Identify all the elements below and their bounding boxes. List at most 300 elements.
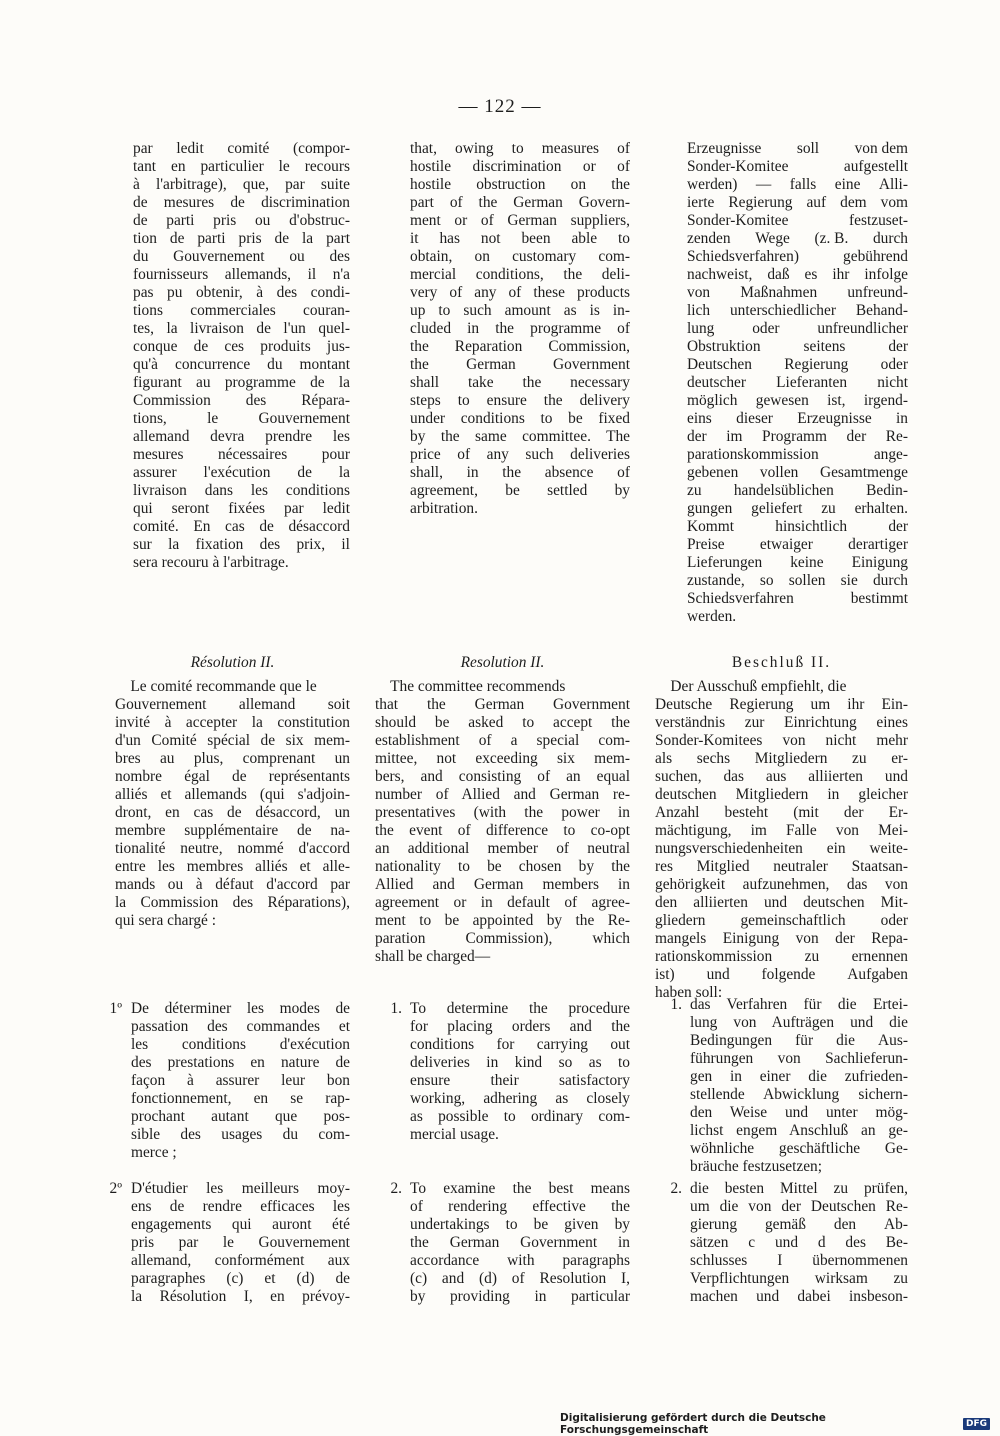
text-line: [131, 1072, 350, 1090]
text-line: that, owing to measures of: [410, 140, 630, 157]
word: gemäß: [764, 1216, 806, 1233]
word: Commission),: [465, 930, 553, 947]
word: gliedern: [655, 912, 706, 929]
dfg-logo: DFG: [963, 1418, 990, 1430]
text-line: [410, 356, 630, 374]
text-line: führungen von Sachlieferun-: [690, 1050, 908, 1067]
word: Ab-: [884, 1216, 908, 1233]
german-resolution-heading: Beschluß II.: [731, 654, 832, 671]
text-line: [687, 176, 908, 194]
text-line: de mesures de discrimination: [133, 194, 350, 211]
word: handelsüblichen: [733, 482, 834, 499]
german-item-2-text: [690, 1180, 908, 1306]
word: à: [187, 1072, 194, 1089]
text-line: de parti pris ou d'obstruc-: [133, 212, 350, 229]
word: of: [410, 1198, 423, 1215]
text-line: an additional member of neutral: [375, 840, 630, 857]
text-line: den alliierten und deutschen Mit-: [655, 894, 908, 911]
word: er-: [891, 750, 908, 767]
text-line: [133, 464, 350, 482]
text-line: lichst engem Anschluß an ge-: [690, 1122, 908, 1139]
text-line: [655, 948, 908, 966]
text-line: qui sera chargé :: [115, 912, 216, 929]
text-line: machen und dabei insbeson-: [690, 1288, 908, 1305]
word: lung: [687, 320, 715, 337]
text-line: [687, 356, 908, 374]
word: la: [168, 536, 180, 553]
text-line: [687, 320, 908, 338]
word: par: [133, 140, 153, 157]
text-line: verständnis zur Einrichtung eines: [655, 714, 908, 731]
text-line: Lieferungen keine Einigung: [687, 554, 908, 571]
word: Anzahl: [655, 804, 700, 821]
text-line: undertakings to be given by: [410, 1216, 630, 1233]
text-line: wöhnliche geschäftliche Ge-: [690, 1140, 908, 1157]
word: oder: [880, 356, 908, 373]
text-line: zustande, so sollen sie durch: [687, 572, 908, 589]
text-line: [410, 230, 630, 248]
word: prochant: [131, 1108, 185, 1125]
text-line: pas pu obtenir, à des condi-: [133, 284, 350, 301]
text-line: das Verfahren für die Ertei-: [690, 996, 908, 1013]
word: par: [178, 1234, 199, 1251]
text-line: lung von Aufträgen und die: [690, 1014, 908, 1031]
word: Deutschen: [687, 356, 752, 373]
text-line: gen in einer die zufrieden-: [690, 1068, 908, 1085]
word: Sonder-Komitee: [687, 212, 789, 229]
word: den: [833, 1216, 857, 1233]
french-resolution-text: [115, 678, 350, 930]
word: by: [410, 1288, 426, 1305]
word: du: [282, 1126, 299, 1143]
word: ou: [289, 248, 305, 265]
word: leur: [281, 1072, 306, 1089]
text-line: [410, 1198, 630, 1216]
word: take: [467, 374, 494, 391]
text-line: [375, 930, 630, 948]
word: paragraphes: [131, 1270, 206, 1287]
word: autant: [211, 1108, 249, 1125]
word: zu: [687, 482, 702, 499]
german-item-2-number: 2.: [670, 1180, 682, 1197]
text-line: steps to ensure the delivery: [410, 392, 630, 409]
word: Sonder-Komitee: [687, 158, 789, 175]
word: tions,: [133, 410, 167, 427]
word: (mit: [793, 804, 819, 821]
text-line: [133, 536, 350, 554]
text-line: gehörigkeit aufzunehmen, das von: [655, 876, 908, 893]
word: usages: [221, 1126, 263, 1143]
page-number: — 122 —: [458, 96, 542, 117]
digitization-footer: [560, 1412, 990, 1436]
text-line: [115, 750, 350, 768]
text-line: the Reparation Commission,: [410, 338, 630, 355]
text-line: hostile obstruction on the: [410, 176, 630, 193]
text-line: [131, 1270, 350, 1288]
word: unfreund-: [847, 284, 908, 301]
word: German: [466, 356, 516, 373]
word: (d): [296, 1270, 315, 1287]
word: oder: [752, 320, 780, 337]
text-line: bers, and consisting of an equal: [375, 768, 630, 785]
word: Schiedsverfahren: [687, 590, 794, 607]
word: assurer: [133, 464, 177, 481]
word: von: [687, 284, 711, 301]
word: agreement,: [410, 482, 478, 499]
word: que: [274, 1108, 298, 1125]
word: comprenant: [242, 750, 316, 767]
word: rationskommission: [655, 948, 773, 965]
text-line: alliés et allemands (qui s'adjoin-: [115, 786, 350, 803]
text-line: entre les membres alliés et alle-: [115, 858, 350, 875]
word: Wege: [755, 230, 790, 247]
word: gierung: [690, 1216, 738, 1233]
word: von dem: [854, 140, 908, 157]
word: unfreundlicher: [817, 320, 908, 337]
text-line: To examine the best means: [410, 1180, 630, 1197]
word: eine: [834, 176, 861, 193]
text-line: [655, 912, 908, 930]
word: Gouvernement: [258, 1234, 350, 1251]
word: zu: [852, 750, 867, 767]
text-line: dront, en cas de désaccord, un: [115, 804, 350, 821]
word: als: [655, 750, 673, 767]
word: Maßnahmen: [740, 284, 818, 301]
word: necessary: [570, 374, 630, 391]
text-line: establishment of a special com-: [375, 732, 630, 749]
word: which: [592, 930, 630, 947]
text-line: nombre égal de représentants: [115, 768, 350, 785]
word: absence: [544, 464, 594, 481]
text-line: nationality to be chosen by the: [375, 858, 630, 875]
word: Bedingungen: [690, 1032, 773, 1049]
word: ledit: [322, 500, 350, 517]
word: fixation: [195, 536, 244, 553]
text-line: up to such amount as is in-: [410, 302, 630, 319]
text-line: D'étudier les meilleurs moy-: [131, 1180, 350, 1197]
text-line: gebenen vollen Gesamtmenge: [687, 464, 908, 481]
text-line: sätzen c und d des Be-: [690, 1234, 908, 1251]
word: bon: [326, 1072, 350, 1089]
word: been: [521, 230, 551, 247]
word: (c): [226, 1270, 244, 1287]
text-line: nachweist, daß es ihr infolge: [687, 266, 908, 283]
word: I: [777, 1252, 783, 1269]
text-line: haben soll:: [655, 984, 723, 1001]
word: Er-: [888, 804, 908, 821]
text-line: den Weise und unter mög-: [690, 1104, 908, 1121]
word: des: [329, 248, 350, 265]
text-line: qu'à concurrence du montant: [133, 356, 350, 373]
word: rendering: [448, 1198, 508, 1215]
text-line: sera recouru à l'arbitrage.: [133, 554, 289, 571]
text-line: ment or of German suppliers,: [410, 212, 630, 229]
word: Bedin-: [866, 482, 908, 499]
text-line: ierte Regierung auf dem vom: [687, 194, 908, 211]
word: satisfactory: [559, 1072, 630, 1089]
word: werden): [687, 176, 738, 193]
text-line: [687, 158, 908, 176]
german-resolution-text: [655, 678, 908, 1002]
word: ernennen: [851, 948, 908, 965]
text-line: agreement or in default of agree-: [375, 894, 630, 911]
text-line: der im Programm der Re-: [687, 428, 908, 445]
word: die: [836, 1032, 855, 1049]
text-line: [410, 464, 630, 482]
text-line: [687, 338, 908, 356]
text-line: should be asked to accept the: [375, 714, 630, 731]
word: shall: [410, 374, 440, 391]
word: les: [131, 1036, 149, 1053]
word: hinsichtlich: [775, 518, 848, 535]
text-line: [133, 140, 350, 158]
word: Gouvernement: [115, 696, 207, 713]
word: le: [207, 410, 219, 427]
word: Gouvernement: [173, 248, 265, 265]
word: pour: [321, 446, 350, 463]
word: de: [297, 464, 312, 481]
text-line: la Résolution I, en prévoy-: [131, 1288, 350, 1305]
english-resolution-text: [375, 678, 630, 966]
text-line: [690, 1032, 908, 1050]
word: providing: [449, 1288, 510, 1305]
text-line: die besten Mittel zu prüfen,: [690, 1180, 908, 1197]
word: com-: [318, 1126, 350, 1143]
word: der: [888, 518, 908, 535]
word: their: [490, 1072, 519, 1089]
word: schlusses: [690, 1252, 748, 1269]
text-line: engagements qui auront été: [131, 1216, 350, 1233]
text-line: lich unterschiedlicher Behand-: [687, 302, 908, 319]
text-line: arbitration.: [410, 500, 478, 517]
word: façon: [131, 1072, 166, 1089]
text-line: passation des commandes et: [131, 1018, 350, 1035]
text-line: under conditions to be fixed: [410, 410, 630, 427]
text-line: [655, 804, 908, 822]
word: de: [335, 1270, 350, 1287]
word: able: [571, 230, 598, 247]
word: gemeinschaftlich: [740, 912, 846, 929]
text-line: as possible to ordinary com-: [410, 1108, 630, 1125]
text-line: allemand, conformément aux: [131, 1252, 350, 1269]
word: the: [522, 374, 542, 391]
english-item-1-text: [410, 1000, 630, 1144]
text-line: [410, 1072, 630, 1090]
text-line: [687, 518, 908, 536]
text-line: obtain, on customary com-: [410, 248, 630, 265]
text-line: [115, 696, 350, 714]
word: Répara-: [301, 392, 350, 409]
word: des: [259, 536, 281, 553]
text-line: [410, 374, 630, 392]
word: Gouvernement: [258, 410, 350, 427]
word: it: [410, 230, 419, 247]
word: in: [534, 1288, 547, 1305]
english-continuation-text: [410, 140, 630, 518]
text-line: [131, 1126, 350, 1144]
word: und: [706, 966, 730, 983]
text-line: [133, 248, 350, 266]
text-line: deutschen Mitgliedern in gleicher: [655, 786, 908, 803]
word: effective: [532, 1198, 586, 1215]
text-line: presentatives (with the power in: [375, 804, 630, 821]
word: du: [133, 248, 149, 265]
text-line: by the same committee. The: [410, 428, 630, 445]
word: l'exécution: [203, 464, 271, 481]
text-line: conditions for carrying out: [410, 1036, 630, 1053]
text-line: mächtigung, im Falle von Mei-: [655, 822, 908, 839]
text-line: [687, 230, 908, 248]
word: ensure: [410, 1072, 451, 1089]
word: the: [502, 464, 522, 481]
word: pris: [131, 1234, 155, 1251]
text-line: tant en particulier le recours: [133, 158, 350, 175]
text-line: Allied and German members in: [375, 876, 630, 893]
word: falls: [789, 176, 817, 193]
text-line: mercial usage.: [410, 1126, 499, 1143]
word: qui: [133, 500, 153, 517]
word: shall,: [410, 464, 443, 481]
word: festzuset-: [849, 212, 908, 229]
text-line: [133, 392, 350, 410]
text-line: [687, 446, 908, 464]
text-line: number of Allied and German re-: [375, 786, 630, 803]
word: Aus-: [878, 1032, 908, 1049]
word: plus,: [193, 750, 224, 767]
text-line: [131, 1234, 350, 1252]
text-line: [690, 1216, 908, 1234]
text-line: gungen geliefert zu erhalten.: [687, 500, 908, 517]
text-line: The committee recommends: [375, 678, 566, 695]
french-resolution-heading: Résolution II.: [190, 654, 275, 671]
word: bres: [115, 750, 141, 767]
word: un: [334, 750, 350, 767]
text-line: invité à accepter la constitution: [115, 714, 350, 731]
word: the: [611, 1198, 630, 1215]
text-line: mangels Einigung von der Repa-: [655, 930, 908, 947]
word: des: [245, 392, 267, 409]
word: Regierung: [784, 356, 849, 373]
text-line: [687, 284, 908, 302]
word: ange-: [873, 446, 908, 463]
text-line: tionalité neutre, nommé d'accord: [115, 840, 350, 857]
text-line: mittee, not exceeding six mem-: [375, 750, 630, 767]
french-continuation-text: [133, 140, 350, 572]
english-item-2-number: 2.: [390, 1180, 402, 1197]
word: pos-: [323, 1108, 350, 1125]
text-line: De déterminer les modes de: [131, 1000, 350, 1017]
word: the: [410, 356, 429, 373]
text-line: Preise etwaiger derartiger: [687, 536, 908, 553]
text-line: Der Ausschuß empfiehlt, die: [655, 678, 847, 695]
text-line: fournisseurs allemands, il n'a: [133, 266, 350, 283]
word: soit: [327, 696, 350, 713]
text-line: membre supplémentaire de na-: [115, 822, 350, 839]
word: zenden: [687, 230, 731, 247]
text-line: To determine the procedure: [410, 1000, 630, 1017]
word: seitens: [803, 338, 846, 355]
word: sechs: [696, 750, 731, 767]
word: sible: [131, 1126, 161, 1143]
word: übernommenen: [812, 1252, 908, 1269]
text-line: merce ;: [131, 1144, 177, 1161]
word: parationskommission: [687, 446, 819, 463]
text-line: la Commission des Réparations),: [115, 894, 350, 911]
word: nécessaires: [217, 446, 288, 463]
word: et: [264, 1270, 276, 1287]
word: —: [755, 176, 772, 193]
word: Erzeugnisse: [687, 140, 762, 157]
word: la: [338, 464, 350, 481]
word: of: [617, 464, 630, 481]
text-line: Deutsche Regierung um ihr Ein-: [655, 696, 908, 713]
word: not: [480, 230, 501, 247]
text-line: deliveries in kind so as to: [410, 1054, 630, 1071]
word: für: [795, 1032, 814, 1049]
text-line: for placing orders and the: [410, 1018, 630, 1035]
word: sur: [133, 536, 152, 553]
word: Kommt: [687, 518, 735, 535]
text-line: livraison dans les conditions: [133, 482, 350, 499]
word: Alli-: [878, 176, 908, 193]
text-line: bräuche festzusetzen;: [690, 1158, 823, 1175]
word: bestimmt: [850, 590, 908, 607]
word: (z. B.: [814, 230, 849, 247]
text-line: [687, 212, 908, 230]
text-line: [410, 482, 630, 500]
word: by: [614, 482, 630, 499]
text-line: [133, 446, 350, 464]
text-line: very of any of these products: [410, 284, 630, 301]
text-line: [687, 140, 908, 158]
text-line: à l'arbitrage), que, par suite: [133, 176, 350, 193]
text-line: möglich gewesen ist, irgend-: [687, 392, 908, 409]
word: Commission: [133, 392, 211, 409]
text-line: allemand devra prendre les: [133, 428, 350, 445]
word: le: [222, 1234, 234, 1251]
word: soll: [796, 140, 820, 157]
text-line: [410, 1288, 630, 1306]
word: (compor-: [293, 140, 350, 157]
text-line: um die von der Deutschen Re-: [690, 1198, 908, 1215]
text-line: the German Government in: [410, 1234, 630, 1251]
word: der: [888, 338, 908, 355]
word: settled: [547, 482, 588, 499]
text-line: des prestations en nature de: [131, 1054, 350, 1071]
text-line: fonctionnement, en se rap-: [131, 1090, 350, 1107]
text-line: res Mitglied neutraler Staatsan-: [655, 858, 908, 875]
text-line: nungsverschiedenheiten ein weite-: [655, 840, 908, 857]
word: comité: [227, 140, 270, 157]
text-line: ment to be appointed by the Re-: [375, 912, 630, 929]
word: be: [505, 482, 520, 499]
word: prix,: [296, 536, 326, 553]
text-line: [690, 1252, 908, 1270]
text-line: comité. En cas de désaccord: [133, 518, 350, 535]
word: Obstruktion: [687, 338, 761, 355]
text-line: mands ou à défaut d'accord par: [115, 876, 350, 893]
text-line: [687, 482, 908, 500]
english-item-1-number: 1.: [390, 1000, 402, 1017]
word: assurer: [215, 1072, 260, 1089]
word: mesures: [133, 446, 184, 463]
word: aufgestellt: [843, 158, 908, 175]
text-line: Schiedsverfahren) gebührend: [687, 248, 908, 265]
word: ist): [655, 966, 675, 983]
text-line: tion de parti pris de la part: [133, 230, 350, 247]
text-line: Verpflichtungen wirksam zu: [690, 1270, 908, 1287]
text-line: [131, 1036, 350, 1054]
